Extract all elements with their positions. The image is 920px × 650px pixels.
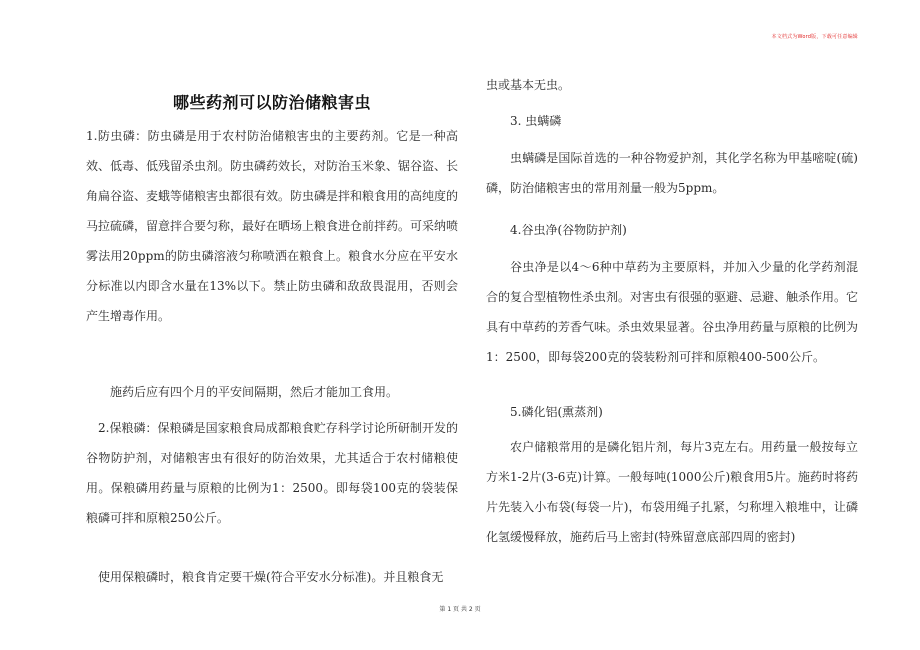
paragraph-guchongjing: 谷虫净是以4～6种中草药为主要原料，并加入少量的化学药剂混合的复合型植物性杀虫剂。对害虫有很强的驱避、忌避、触杀作用。它具有中草药的芳香气味。杀虫效果显著。谷虫净用药量与原粮的比例为1：2500，即每袋200克的袋装粉剂可拌和原粮400-500公斤。	[486, 260, 859, 364]
paragraph-linhualv: 农户储粮常用的是磷化铝片剂，每片3克左右。用药量一般按每立方米1-2片(3-6克)计算。一般每吨(1000公斤)粮食用5片。施药时将药片先装入小布袋(每袋一片)，布袋用绳子扎紧，匀称埋入粮堆中，让磷化氢缓慢释放，施药后马上密封(特殊留意底部四周的密封)	[486, 440, 858, 544]
paragraph-safety-interval: 施药后应有四个月的平安间隔期，然后才能加工食用。	[110, 385, 399, 399]
paragraph-baolianglin-usage: 使用保粮磷时，粮食肯定要干燥(符合平安水分标准)。并且粮食无	[98, 570, 444, 584]
heading-chongmanlin: 3. 虫螨磷	[510, 114, 562, 128]
page-number: 第 1 页 共 2 页	[439, 606, 481, 613]
paragraph-fangchonglin: 1.防虫磷：防虫磷是用于农村防治储粮害虫的主要药剂。它是一种高效、低毒、低残留杀虫剂。防虫磷药效长，对防治玉米象、锯谷盗、长角扁谷盗、麦蛾等储粮害虫都很有效。防虫磷是拌和粮食用的高纯度的马拉硫磷，留意拌合要匀称，最好在晒场上粮食进仓前拌药。可采纳喷雾法用20ppm的防虫磷溶液匀称喷洒在粮食上。粮食水分应在平安水分标准以内即含水量在13%以下。禁止防虫磷和敌敌畏混用，否则会产生增毒作用。	[86, 129, 459, 323]
paragraph-baolianglin: 2.保粮磷：保粮磷是国家粮食局成都粮食贮存科学讨论所研制开发的谷物防护剂，对储粮害虫有很好的防治效果，尤其适合于农村储粮使用。保粮磷用药量与原粮的比例为1：2500。即每袋100克的袋装保粮磷可拌和原粮250公斤。	[86, 421, 458, 525]
paragraph-chongmanlin: 虫螨磷是国际首选的一种谷物爱护剂，其化学名称为甲基嘧啶(硫)磷，防治储粮害虫的常用剂量一般为5ppm。	[486, 151, 858, 195]
paragraph-continuation: 虫或基本无虫。	[486, 78, 571, 92]
heading-guchongjing: 4.谷虫净(谷物防护剂)	[510, 223, 627, 237]
document-title: 哪些药剂可以防治储粮害虫	[172, 93, 371, 112]
heading-linhualv: 5.磷化铝(熏蒸剂)	[510, 405, 603, 419]
header-note: 本文档式为Word版，下载可任意编辑	[771, 34, 858, 40]
